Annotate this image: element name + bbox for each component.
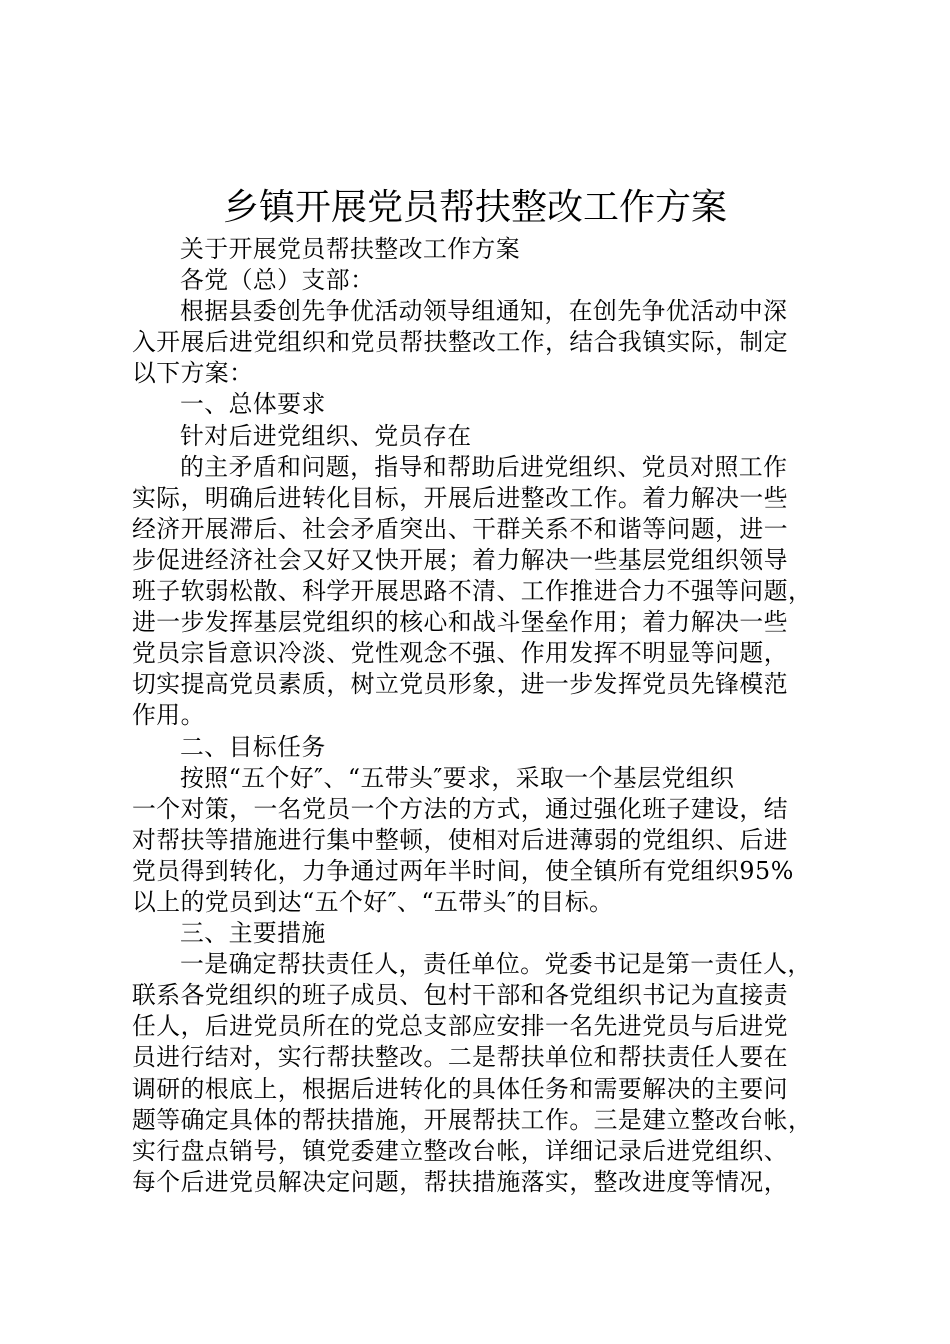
- text-line: 对帮扶等措施进行集中整顿，使相对后进薄弱的党组织、后进: [132, 825, 789, 854]
- text-line: 实际，明确后进转化目标，开展后进整改工作。着力解决一些: [132, 483, 789, 512]
- text-line: 党员得到转化，力争通过两年半时间，使全镇所有党组织95%: [132, 856, 794, 885]
- text-line: 班子软弱松散、科学开展思路不清、工作推进合力不强等问题，: [132, 577, 813, 606]
- text-line: 以上的党员到达“五个好″、“五带头″的目标。: [132, 887, 614, 916]
- text-line: 的主矛盾和问题，指导和帮助后进党组织、党员对照工作: [180, 452, 788, 481]
- text-line: 实行盘点销号，镇党委建立整改台帐，详细记录后进党组织、: [132, 1136, 789, 1165]
- text-line: 题等确定具体的帮扶措施，开展帮扶工作。三是建立整改台帐，: [132, 1105, 813, 1134]
- text-line: 一是确定帮扶责任人，责任单位。党委书记是第一责任人，: [180, 950, 812, 979]
- text-line: 党员宗旨意识冷淡、党性观念不强、作用发挥不明显等问题，: [132, 639, 789, 668]
- text-line: 一个对策，一名党员一个方法的方式，通过强化班子建设，结: [132, 794, 789, 823]
- document-title: 乡镇开展党员帮扶整改工作方案: [222, 187, 727, 228]
- text-line: 各党（总）支部：: [180, 266, 375, 295]
- text-line: 关于开展党员帮扶整改工作方案: [180, 235, 521, 263]
- text-line: 针对后进党组织、党员存在: [180, 421, 472, 450]
- text-line: 调研的根底上，根据后进转化的具体任务和需要解决的主要问: [132, 1074, 789, 1103]
- text-line: 进一步发挥基层党组织的核心和战斗堡垒作用；着力解决一些: [132, 608, 789, 637]
- text-line: 入开展后进党组织和党员帮扶整改工作，结合我镇实际，制定: [132, 328, 789, 357]
- section-heading: 二、目标任务: [180, 732, 326, 761]
- text-line: 任人，后进党员所在的党总支部应安排一名先进党员与后进党: [132, 1012, 789, 1041]
- text-line: 联系各党组织的班子成员、包村干部和各党组织书记为直接责: [132, 981, 789, 1010]
- text-line: 以下方案：: [132, 359, 254, 388]
- text-line: 步促进经济社会又好又快开展；着力解决一些基层党组织领导: [132, 545, 789, 574]
- text-line: 切实提高党员素质，树立党员形象，进一步发挥党员先锋模范: [132, 670, 789, 699]
- text-line: 根据县委创先争优活动领导组通知，在创先争优活动中深: [180, 297, 788, 326]
- text-line: 经济开展滞后、社会矛盾突出、干群关系不和谐等问题，进一: [132, 514, 789, 543]
- text-line: 员进行结对，实行帮扶整改。二是帮扶单位和帮扶责任人要在: [132, 1043, 789, 1072]
- text-line: 按照“五个好″、“五带头″要求，采取一个基层党组织: [180, 763, 735, 792]
- section-heading: 一、总体要求: [180, 390, 326, 419]
- text-line: 每个后进党员解决定问题，帮扶措施落实，整改进度等情况，: [132, 1167, 789, 1196]
- text-line: 作用。: [132, 701, 205, 730]
- document-body: [132, 234, 822, 1198]
- section-heading: 三、主要措施: [180, 919, 326, 948]
